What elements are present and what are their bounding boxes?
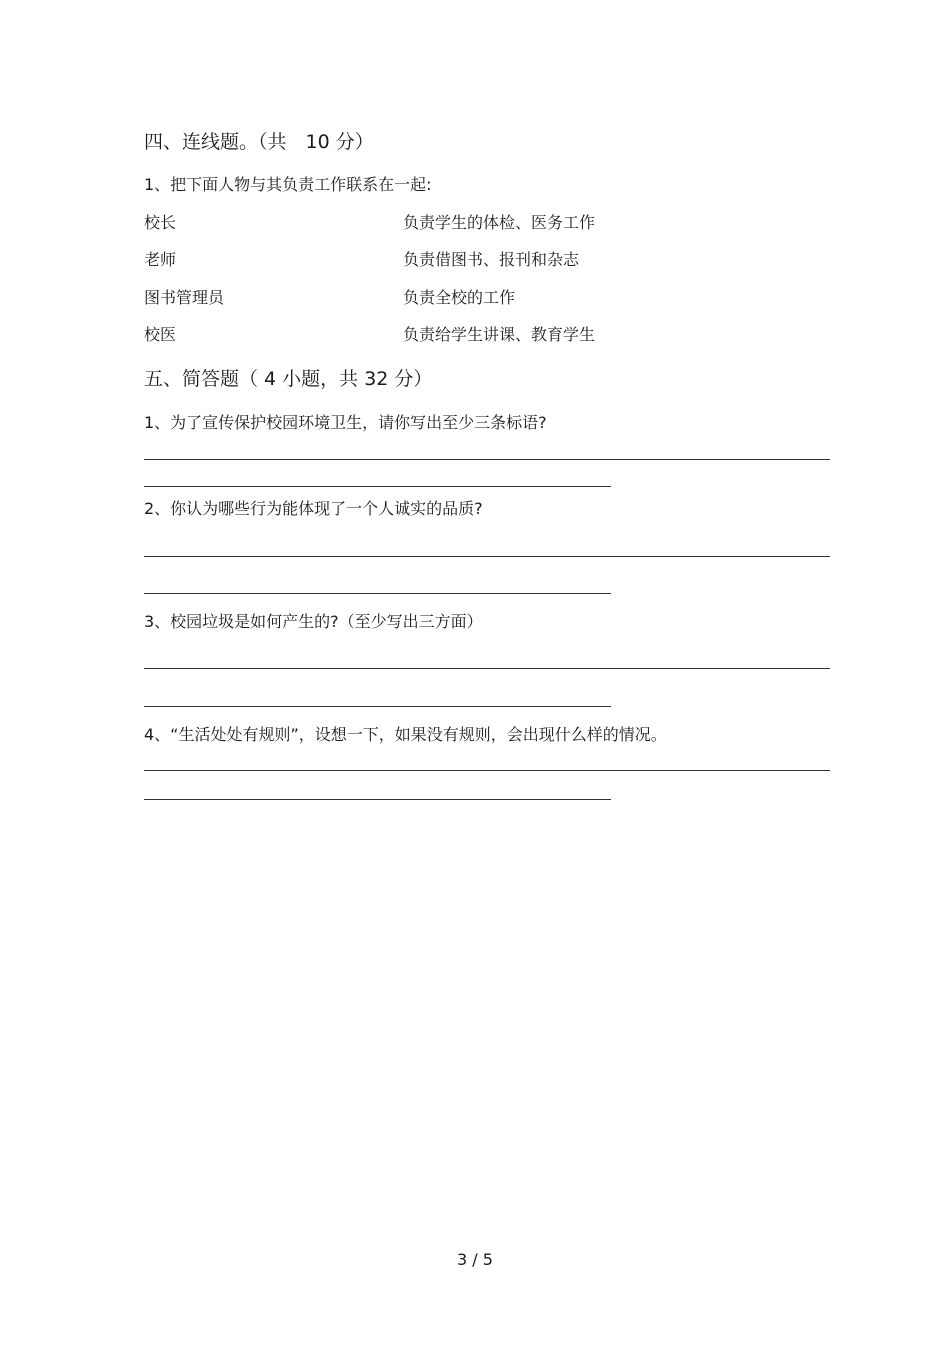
section-5-question-3: 3、校园垃圾是如何产生的?（至少写出三方面） <box>144 612 483 631</box>
section-4-question-1: 1、把下面人物与其负责工作联系在一起: <box>144 175 432 194</box>
match-right-item: 负责借图书、报刊和杂志 <box>403 250 580 269</box>
answer-line[interactable] <box>144 668 830 669</box>
answer-line[interactable] <box>144 459 830 460</box>
answer-line[interactable] <box>144 486 611 487</box>
match-left-item: 老师 <box>144 250 177 269</box>
match-left-item: 校医 <box>144 325 177 344</box>
match-right-item: 负责给学生讲课、教育学生 <box>403 325 596 344</box>
match-left-item: 图书管理员 <box>144 288 225 307</box>
match-left-item: 校长 <box>144 213 177 232</box>
answer-line[interactable] <box>144 706 611 707</box>
answer-line[interactable] <box>144 593 611 594</box>
section-5-question-4: 4、“生活处处有规则”，设想一下，如果没有规则，会出现什么样的情况。 <box>144 725 667 744</box>
page-number: 3 / 5 <box>457 1250 493 1269</box>
match-right-item: 负责学生的体检、医务工作 <box>403 213 596 232</box>
answer-line[interactable] <box>144 799 611 800</box>
section-4-title: 四、连线题。（共 10 分） <box>144 131 374 153</box>
section-5-question-2: 2、你认为哪些行为能体现了一个人诚实的品质? <box>144 499 483 518</box>
answer-line[interactable] <box>144 770 830 771</box>
match-right-item: 负责全校的工作 <box>403 288 516 307</box>
section-5-title: 五、简答题（ 4 小题，共 32 分） <box>144 368 433 390</box>
answer-line[interactable] <box>144 556 830 557</box>
section-5-question-1: 1、为了宣传保护校园环境卫生，请你写出至少三条标语? <box>144 413 547 432</box>
